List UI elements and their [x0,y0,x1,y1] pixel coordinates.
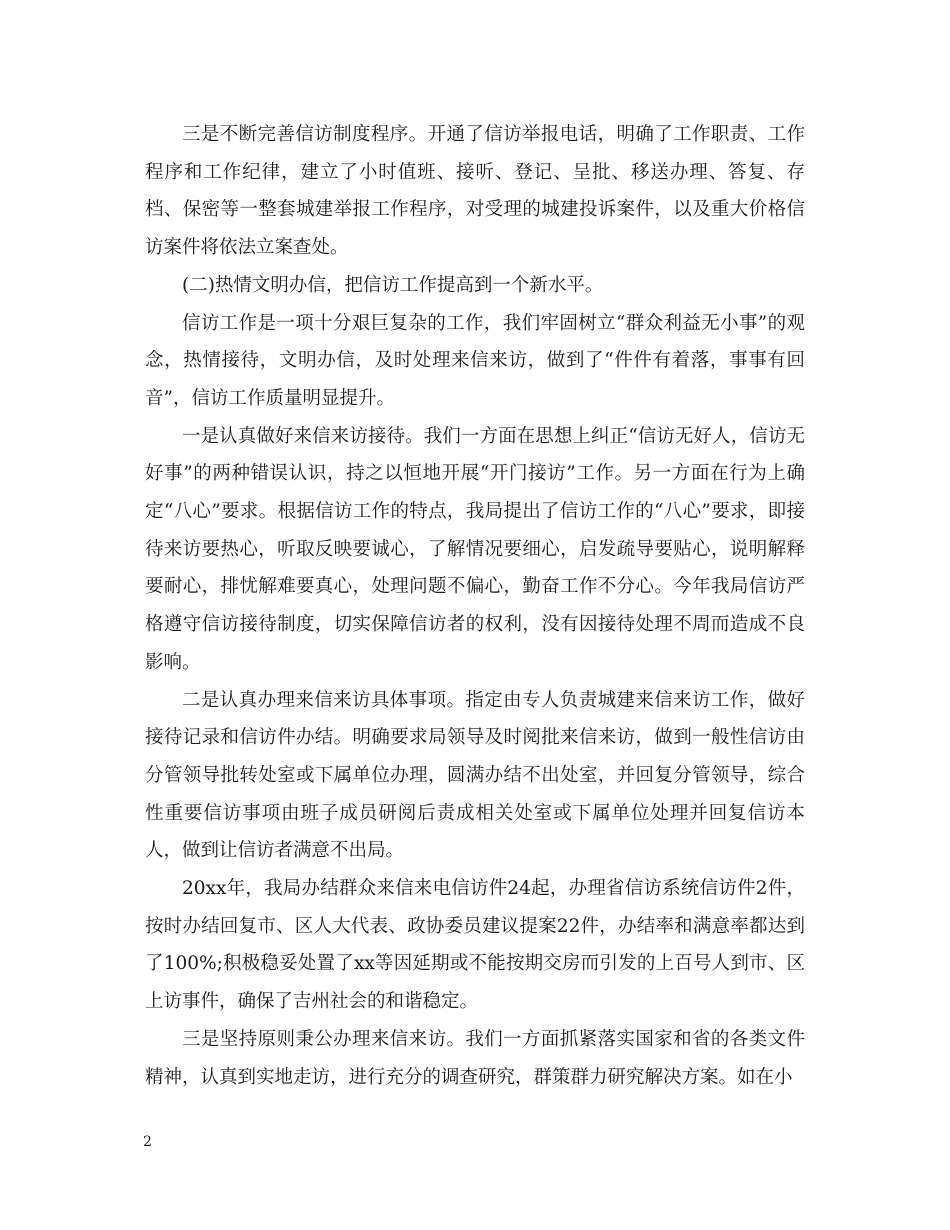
paragraph: 20xx年，我局办结群众来信来电信访件24起，办理省信访系统信访件2件，按时办结回复市、区人大代表、政协委员建议提案22件，办结率和满意率都达到了100%;积极稳妥处置了xx等因延期或不能按期交房而引发的上百号人到市、区上访事件，确保了吉州社会的和谐稳定。 [145,878,805,1013]
document-body [145,116,805,1096]
paragraph: 三是不断完善信访制度程序。开通了信访举报电话，明确了工作职责、工作程序和工作纪律，建立了小时值班、接听、登记、呈批、移送办理、答复、存档、保密等一整套城建举报工作程序，对受理的城建投诉案件，以及重大价格信访案件将依法立案查处。 [145,124,805,259]
paragraph: 三是坚持原则秉公办理来信来访。我们一方面抓紧落实国家和省的各类文件精神，认真到实地走访，进行充分的调查研究，群策群力研究解决方案。如在小 [145,1028,805,1088]
page-number: 2 [143,1134,152,1150]
paragraph: 信访工作是一项十分艰巨复杂的工作，我们牢固树立“群众利益无小事”的观念，热情接待，文明办信，及时处理来信来访，做到了“件件有着落，事事有回音”，信访工作质量明显提升。 [145,312,805,409]
paragraph: 一是认真做好来信来访接待。我们一方面在思想上纠正“信访无好人，信访无好事”的两种错误认识，持之以恒地开展“开门接访”工作。另一方面在行为上确定“八心”要求。根据信访工作的特点，我局提出了信访工作的“八心”要求，即接待来访要热心，听取反映要诚心，了解情况要细心，启发疏导要贴心，说明解释要耐心，排忧解难要真心，处理问题不偏心，勤奋工作不分心。今年我局信访严格遵守信访接待制度，切实保障信访者的权利，没有因接待处理不周而造成不良影响。 [145,425,805,673]
paragraph: (二)热情文明办信，把信访工作提高到一个新水平。 [182,274,604,296]
paragraph: 二是认真办理来信来访具体事项。指定由专人负责城建来信来访工作，做好接待记录和信访件办结。明确要求局领导及时阅批来信来访，做到一般性信访由分管领导批转处室或下属单位办理，圆满办结不出处室，并回复分管领导，综合性重要信访事项由班子成员研阅后责成相关处室或下属单位处理并回复信访本人，做到让信访者满意不出局。 [145,689,805,862]
